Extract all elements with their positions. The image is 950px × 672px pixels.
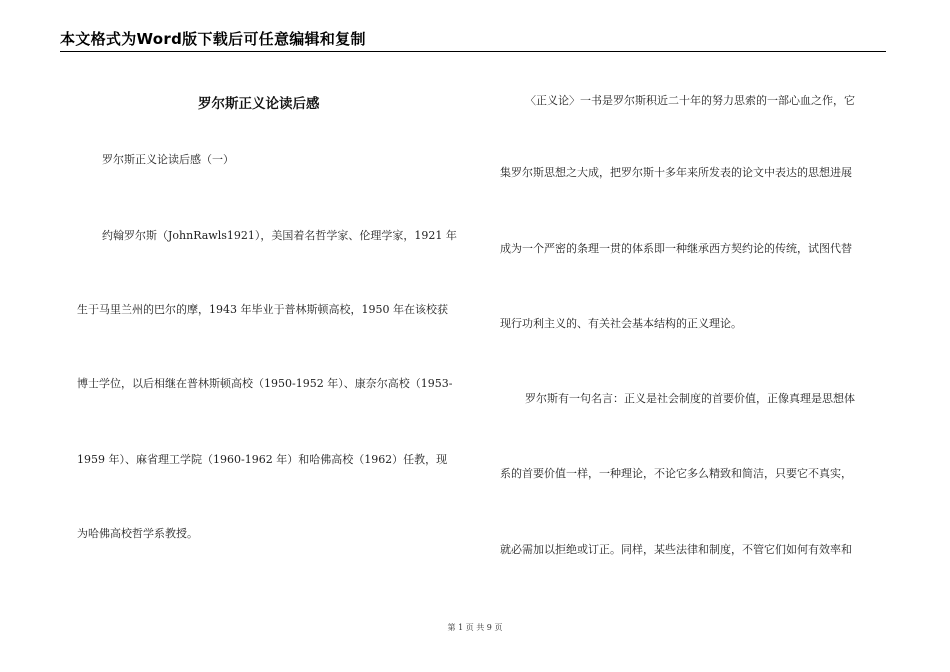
text-line: 约翰罗尔斯（JohnRawls1921），美国着名哲学家、伦理学家，1921 年 xyxy=(102,229,457,242)
text-line: 生于马里兰州的巴尔的摩，1943 年毕业于普林斯顿高校，1950 年在该校获 xyxy=(77,303,448,316)
text-line: 就必需加以拒绝或订正。同样，某些法律和制度，不管它们如何有效率和 xyxy=(500,543,852,556)
text-line: 为哈佛高校哲学系教授。 xyxy=(77,527,198,540)
text-line: 1959 年）、麻省理工学院（1960-1962 年）和哈佛高校（1962）任教，现 xyxy=(77,453,448,466)
banner-rule xyxy=(60,51,886,52)
text-line: 成为一个严密的条理一贯的体系即一种继承西方契约论的传统，试图代替 xyxy=(500,242,852,255)
text-line: 系的首要价值一样，一种理论，不论它多么精致和简洁，只要它不真实， xyxy=(500,467,852,480)
text-line: 罗尔斯正义论读后感（一） xyxy=(102,153,234,166)
text-line: 集罗尔斯思想之大成，把罗尔斯十多年来所发表的论文中表达的思想进展 xyxy=(500,166,852,179)
text-line: 现行功利主义的、有关社会基本结构的正义理论。 xyxy=(500,317,742,330)
text-line: 〈正义论〉一书是罗尔斯积近二十年的努力思索的一部心血之作，它 xyxy=(525,94,855,107)
document-title: 罗尔斯正义论读后感 xyxy=(198,96,320,112)
text-line: 博士学位，以后相继在普林斯顿高校（1950-1952 年）、康奈尔高校（1953- xyxy=(77,377,453,390)
page-footer: 第 1 页 共 9 页 xyxy=(447,623,503,632)
text-line: 罗尔斯有一句名言：正义是社会制度的首要价值，正像真理是思想体 xyxy=(525,392,855,405)
banner-text: 本文格式为Word版下载后可任意编辑和复制 xyxy=(60,30,366,48)
